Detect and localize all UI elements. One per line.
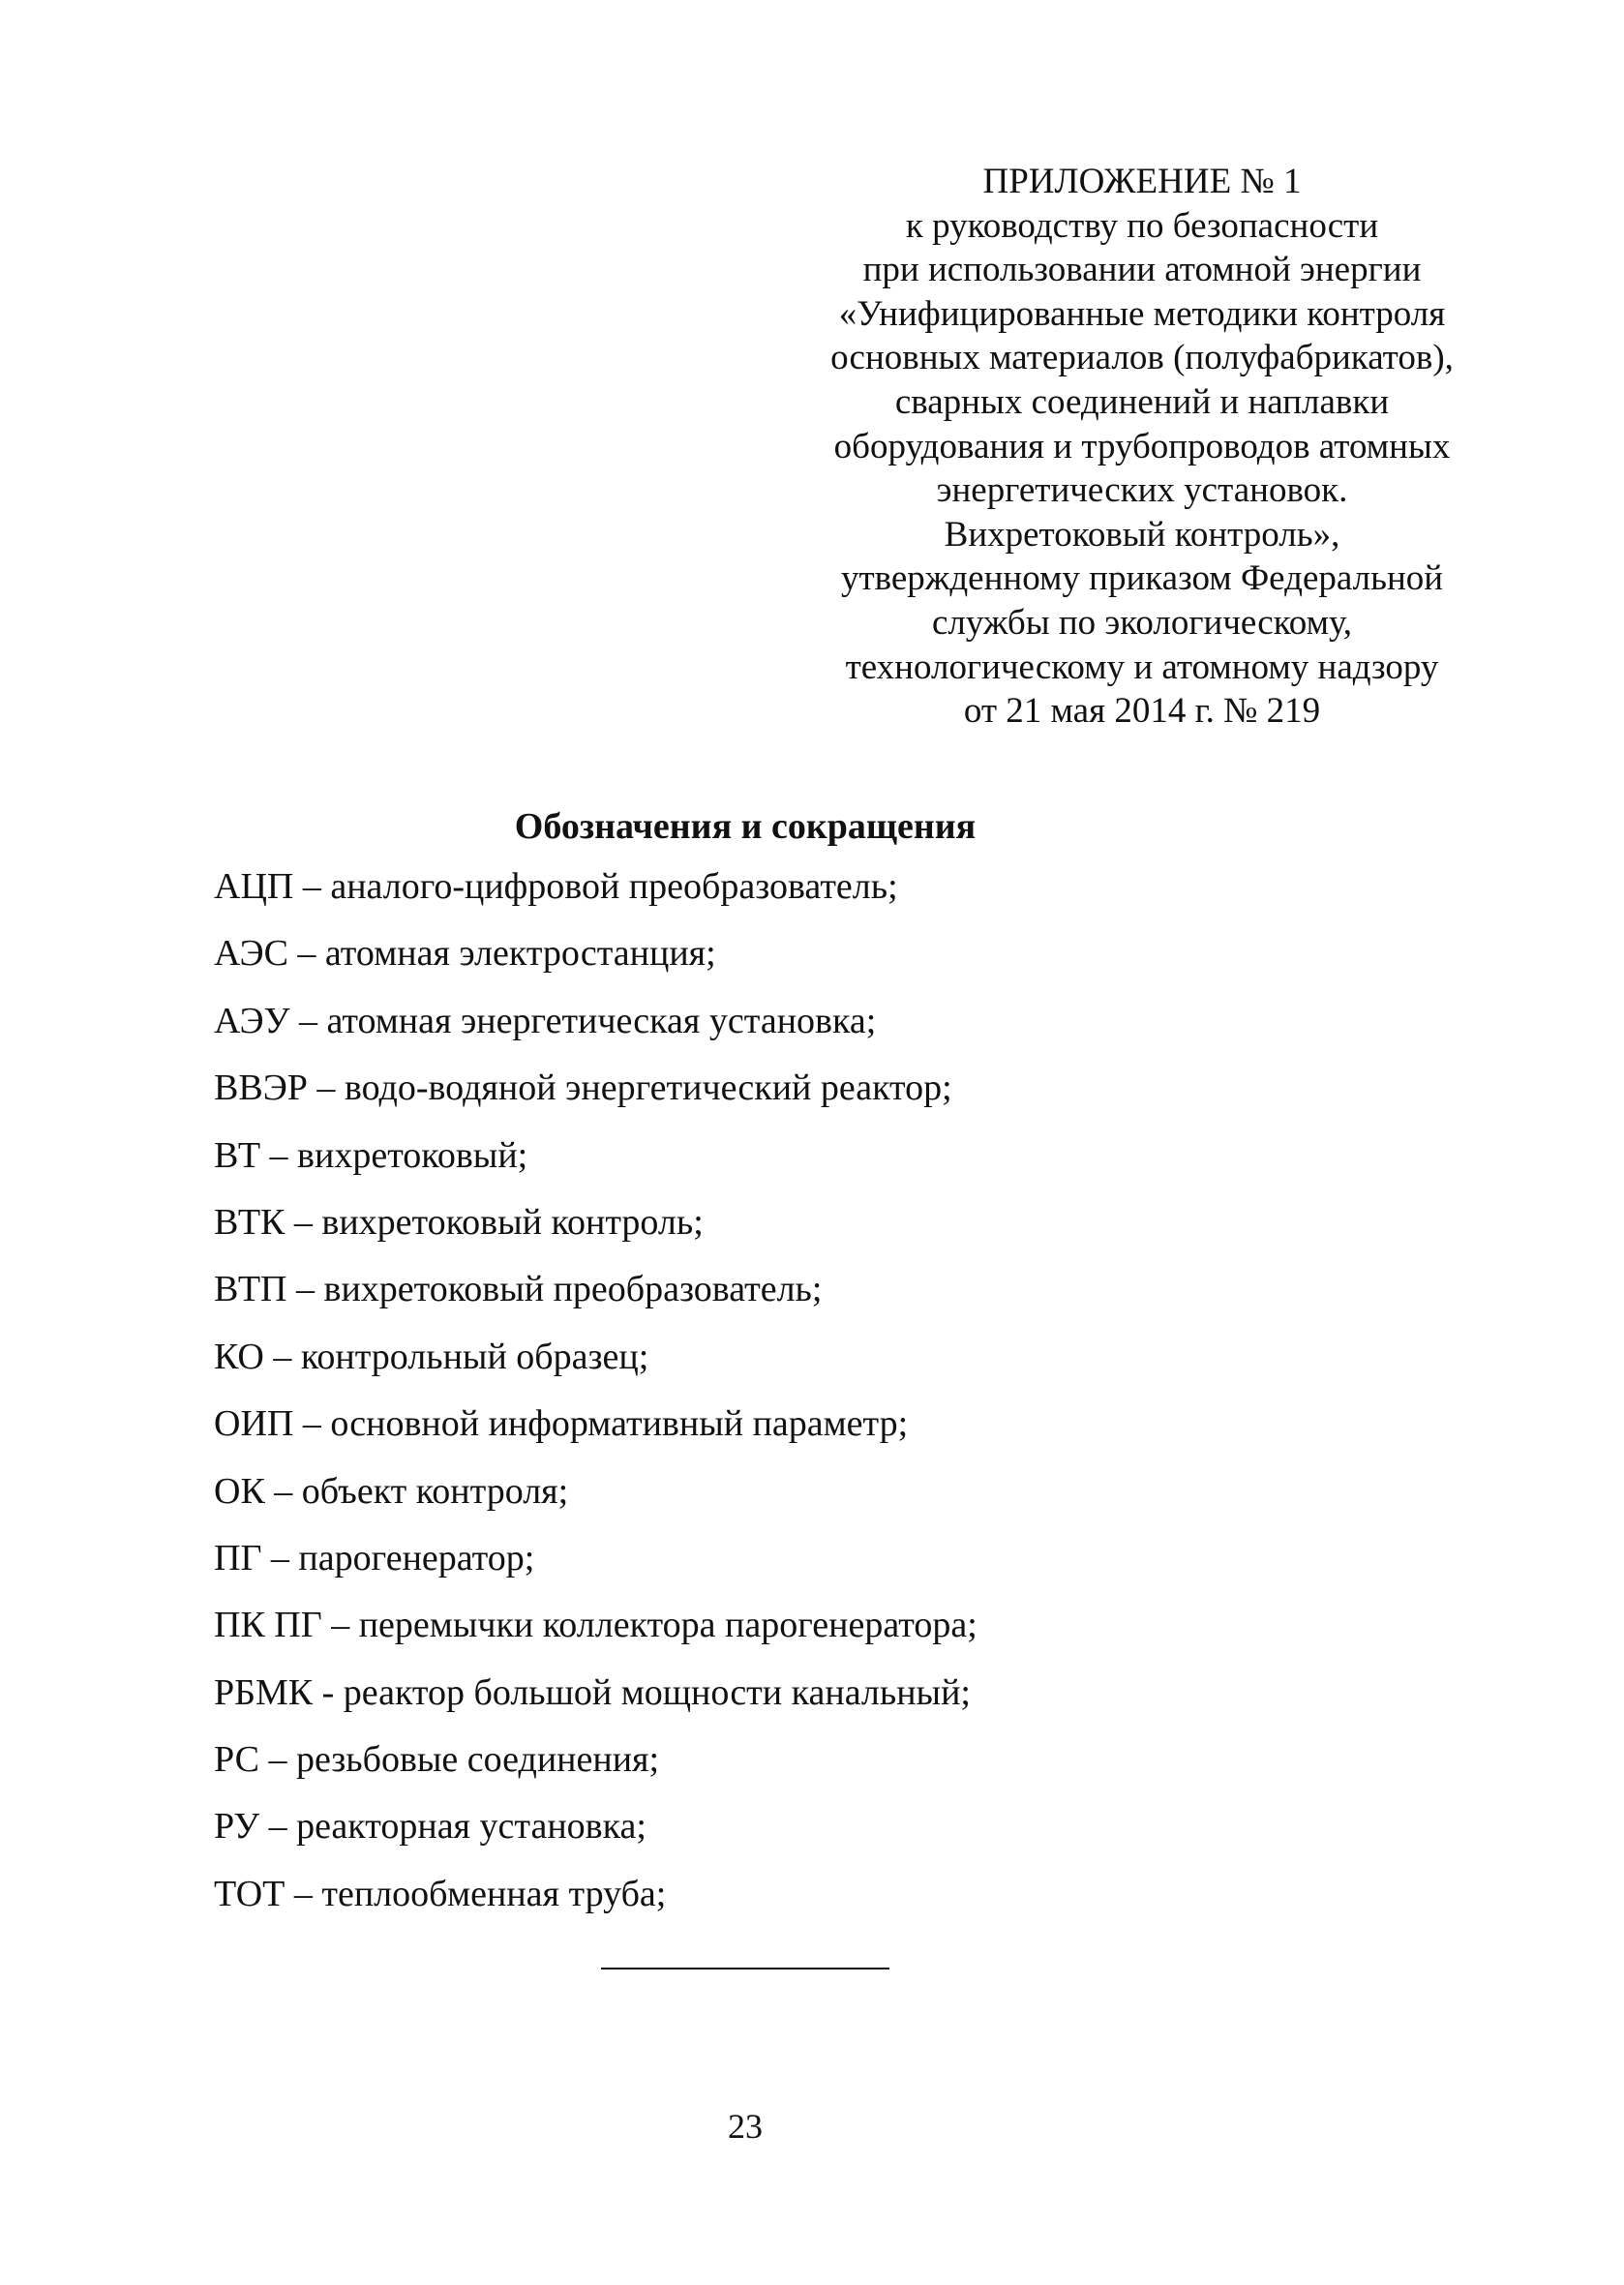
header-line: энергетических установок. [936, 470, 1348, 511]
abbreviation-item: ТОТ – теплообменная труба; [214, 1873, 667, 1914]
abbreviation-item: РУ – реакторная установка; [214, 1806, 647, 1848]
abbreviation-item: ВТ – вихретоковый; [214, 1134, 528, 1176]
header-line: утвержденному приказом Федеральной [840, 558, 1444, 599]
abbreviation-item: ВТК – вихретоковый контроль; [214, 1201, 704, 1243]
abbreviation-item: ПГ – парогенератор; [214, 1537, 535, 1578]
abbreviation-item: АЭУ – атомная энергетическая установка; [214, 1000, 877, 1041]
abbreviation-item: КО – контрольный образец; [214, 1336, 649, 1377]
abbreviation-item: ВВЭР – водо-водяной энергетический реактор; [214, 1067, 952, 1109]
header-line: службы по экологическому, [931, 602, 1353, 643]
header-line: Вихретоковый контроль», [944, 514, 1340, 555]
order-date-line: от 21 мая 2014 г. № 219 [963, 691, 1321, 732]
section-title: Обозначения и сокращения [514, 806, 977, 847]
footnote-divider [601, 1968, 889, 1969]
header-line: к руководству по безопасности [905, 205, 1379, 246]
abbreviation-item: РБМК - реактор большой мощности канальный; [214, 1671, 971, 1713]
abbreviation-item: АЭС – атомная электростанция; [214, 933, 716, 975]
appendix-header [755, 160, 1529, 734]
page-number: 23 [728, 2107, 763, 2146]
header-line: при использовании атомной энергии [862, 250, 1422, 290]
header-line: сварных соединений и наплавки [894, 381, 1390, 422]
abbreviation-item: АЦП – аналого-цифровой преобразователь; [214, 866, 898, 907]
appendix-title: ПРИЛОЖЕНИЕ № 1 [982, 162, 1302, 201]
abbreviation-item: ОК – объект контроля; [214, 1470, 569, 1512]
header-line: «Унифицированные методики контроля [838, 293, 1446, 334]
abbreviation-item: ПК ПГ – перемычки коллектора парогенератора; [214, 1605, 977, 1646]
abbreviations-list [214, 865, 977, 1939]
abbreviation-item: ОИП – основной информативный параметр; [214, 1403, 909, 1445]
header-line: основных материалов (полуфабрикатов), [830, 338, 1454, 378]
header-line: оборудования и трубопроводов атомных [833, 426, 1451, 466]
header-line: технологическому и атомному надзору [845, 646, 1439, 687]
abbreviation-item: РС – резьбовые соединения; [214, 1739, 660, 1781]
abbreviation-item: ВТП – вихретоковый преобразователь; [214, 1269, 823, 1310]
